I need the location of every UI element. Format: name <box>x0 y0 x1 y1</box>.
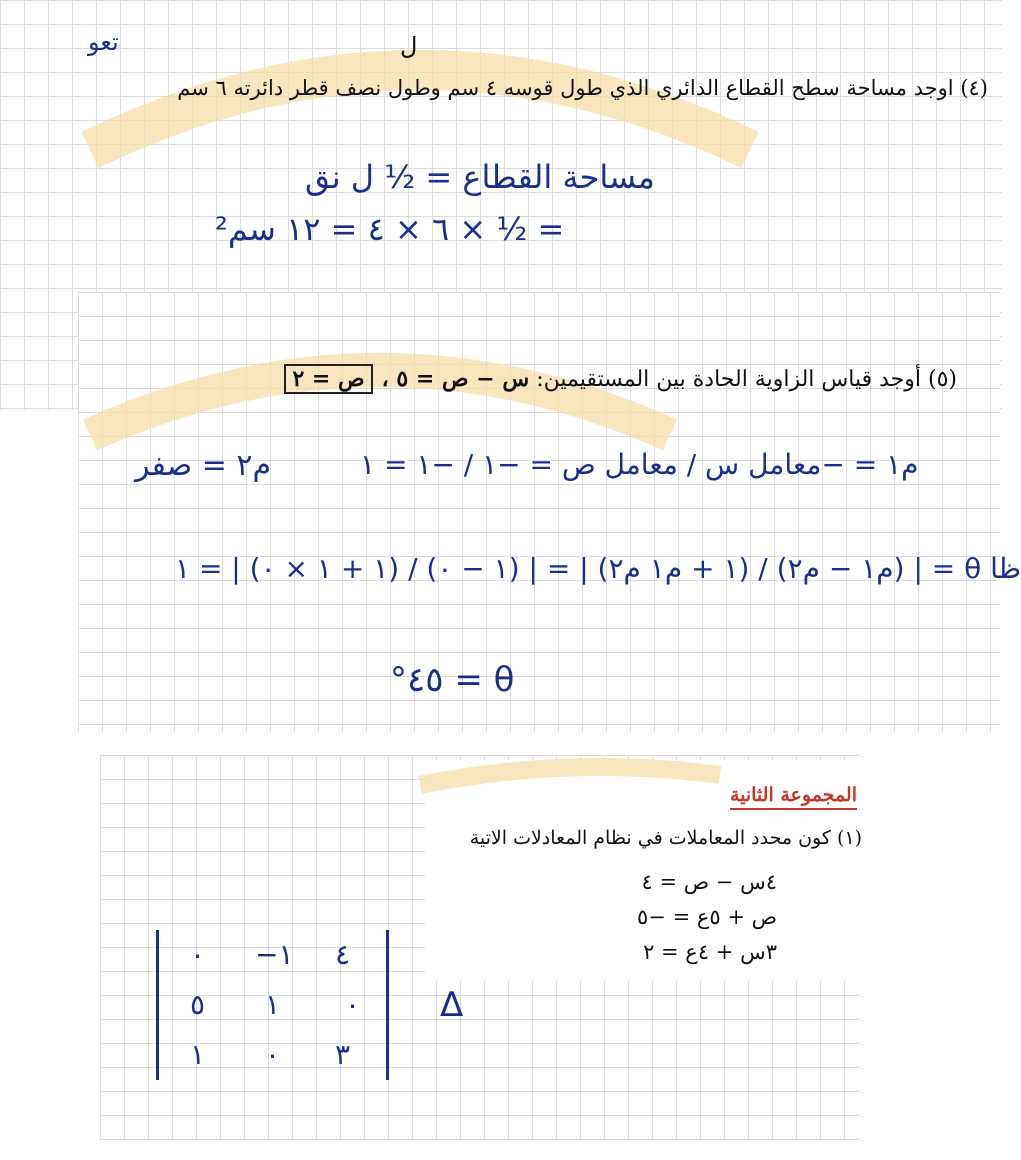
determinant-cell: ١ <box>190 1038 206 1071</box>
determinant-cell: ٥ <box>190 988 206 1021</box>
question-5-equation-1: س − ص = ٥ ، <box>381 366 530 392</box>
margin-note: تعو <box>88 28 119 56</box>
theta-result-line: θ = ٤٥° <box>390 660 515 700</box>
top-letter: ل <box>400 32 418 60</box>
question-5-prefix: (٥) أوجد قياس الزاوية الحادة بين المستقيمين: <box>536 367 957 392</box>
group-2-heading: المجموعة الثانية <box>730 784 857 810</box>
group-2-question-1: (١) كون محدد المعاملات في نظام المعادلات الاتية <box>469 827 862 849</box>
determinant-cell: ١ <box>265 988 281 1021</box>
tangent-formula-line: ظا θ = | (م١ − م٢) / (١ + م١ م٢) | = | (١ − ٠) / (١ + ١ × ٠) | = ١ <box>175 552 1021 585</box>
determinant-cell: ٠ <box>265 1038 281 1071</box>
slope-m1-line: م١ = −معامل س / معامل ص = −١ / −١ = ١ <box>360 448 919 481</box>
determinant <box>150 930 400 1080</box>
question-4-text: (٤) اوجد مساحة سطح القطاع الدائري الذي طول قوسه ٤ سم وطول نصف قطر دائرته ٦ سم <box>177 76 988 100</box>
q4-work-line-2: = ½ × ٦ × ٤ = ١٢ سم² <box>215 210 565 248</box>
grid-background-middle <box>78 292 1000 732</box>
determinant-cell: ٤ <box>335 938 351 971</box>
determinant-cell: ٣ <box>335 1038 351 1071</box>
question-5-text <box>282 364 957 394</box>
slope-m2-line: م٢ = صفر <box>135 448 272 483</box>
determinant-cell: ٠ <box>190 938 206 971</box>
determinant-left-bar <box>156 930 159 1080</box>
system-equation-3: ٣س + ٤ع = ٢ <box>643 940 777 964</box>
determinant-cell: ٠ <box>345 988 361 1021</box>
delta-icon: Δ <box>440 985 464 1025</box>
q4-work-line-1: مساحة القطاع = ½ ل نق <box>305 158 655 196</box>
group-2-heading-wrap <box>730 784 857 806</box>
determinant-cell: −١ <box>255 938 294 971</box>
question-5-equation-2-boxed: ص = ٢ <box>284 364 372 394</box>
system-equation-2: ص + ٥ع = −٥ <box>637 905 777 929</box>
determinant-right-bar <box>386 930 389 1080</box>
system-equation-1: ٤س − ص = ٤ <box>641 870 777 894</box>
